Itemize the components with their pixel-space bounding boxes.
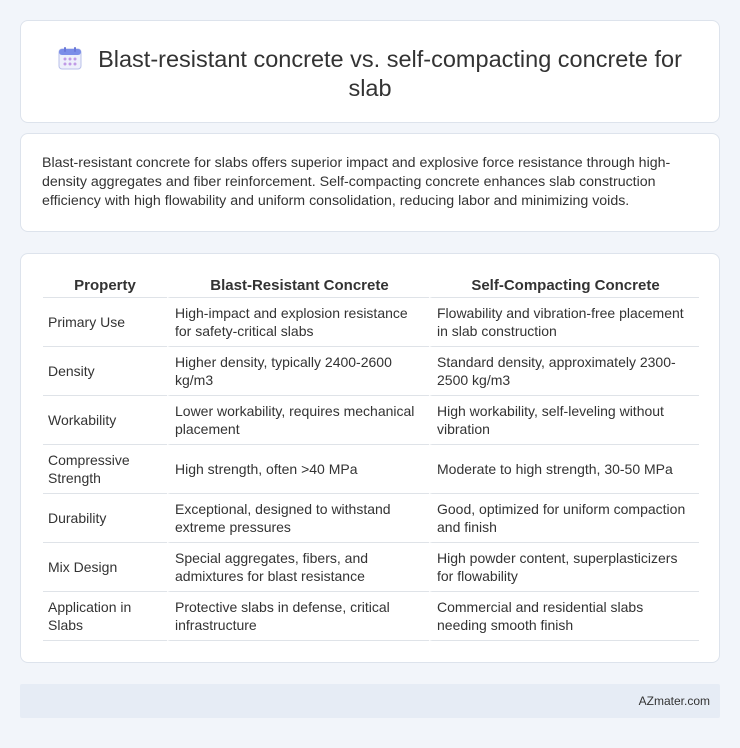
comparison-table bbox=[43, 276, 699, 641]
self-compacting-cell: Good, optimized for uniform compaction and finish bbox=[429, 494, 699, 543]
page-title: Blast-resistant concrete vs. self-compacting concrete for slab bbox=[98, 46, 682, 101]
self-compacting-cell: Commercial and residential slabs needing smooth finish bbox=[429, 592, 699, 641]
comparison-card bbox=[20, 253, 720, 663]
property-cell: Application in Slabs bbox=[43, 592, 167, 641]
header-blast-resistant: Blast-Resistant Concrete bbox=[167, 276, 429, 298]
table-row bbox=[43, 347, 699, 396]
property-cell: Primary Use bbox=[43, 298, 167, 347]
blast-cell: Lower workability, requires mechanical placement bbox=[167, 396, 429, 445]
blast-cell: Protective slabs in defense, critical infrastructure bbox=[167, 592, 429, 641]
header-property: Property bbox=[43, 276, 167, 298]
intro-card bbox=[20, 133, 720, 232]
self-compacting-cell: High workability, self-leveling without vibration bbox=[429, 396, 699, 445]
title-card bbox=[20, 20, 720, 123]
blast-cell: High-impact and explosion resistance for safety-critical slabs bbox=[167, 298, 429, 347]
table-header-row bbox=[43, 276, 699, 298]
table-row bbox=[43, 592, 699, 641]
table-row bbox=[43, 298, 699, 347]
blast-cell: Special aggregates, fibers, and admixtures for blast resistance bbox=[167, 543, 429, 592]
property-cell: Durability bbox=[43, 494, 167, 543]
footer-brand: AZmater.com bbox=[638, 694, 710, 708]
blast-cell: Higher density, typically 2400-2600 kg/m3 bbox=[167, 347, 429, 396]
table-row bbox=[43, 494, 699, 543]
property-cell: Density bbox=[43, 347, 167, 396]
footer-bar bbox=[20, 684, 720, 718]
table-row bbox=[43, 396, 699, 445]
blast-cell: Exceptional, designed to withstand extreme pressures bbox=[167, 494, 429, 543]
header-self-compacting: Self-Compacting Concrete bbox=[429, 276, 699, 298]
property-cell: Compressive Strength bbox=[43, 445, 167, 494]
table-row bbox=[43, 543, 699, 592]
page-title-wrap bbox=[21, 45, 719, 103]
calendar-icon bbox=[58, 46, 82, 70]
blast-cell: High strength, often >40 MPa bbox=[167, 445, 429, 494]
property-cell: Mix Design bbox=[43, 543, 167, 592]
intro-paragraph: Blast-resistant concrete for slabs offers superior impact and explosive force resistance through high-density aggregates and fiber reinforcement. Self-compacting concrete enhances slab construction efficiency with high flowability and uniform consolidation, reducing labor and minimizing voids. bbox=[42, 155, 671, 209]
property-cell: Workability bbox=[43, 396, 167, 445]
self-compacting-cell: Flowability and vibration-free placement in slab construction bbox=[429, 298, 699, 347]
self-compacting-cell: High powder content, superplasticizers for flowability bbox=[429, 543, 699, 592]
self-compacting-cell: Standard density, approximately 2300-2500 kg/m3 bbox=[429, 347, 699, 396]
table-row bbox=[43, 445, 699, 494]
self-compacting-cell: Moderate to high strength, 30-50 MPa bbox=[429, 445, 699, 494]
